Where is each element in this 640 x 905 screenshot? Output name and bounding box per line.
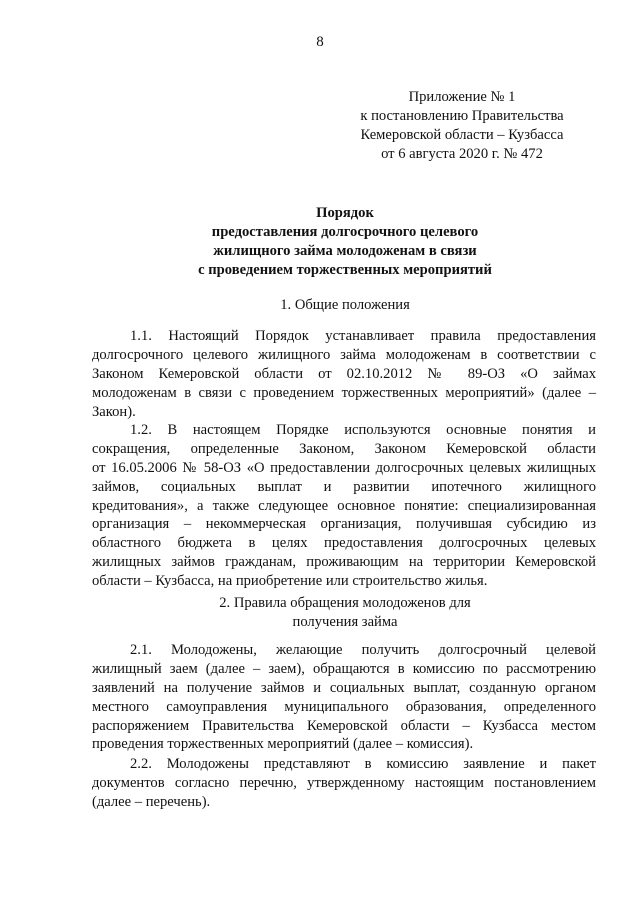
document-title [150,204,540,280]
appendix-line: к постановлению Правительства [360,108,564,124]
text-line: жилищных займов гражданам, проживающим на территории Кемеровской [92,554,596,571]
appendix-line: Кемеровской области – Кузбасса [360,127,564,143]
text-line: проведения торжественных мероприятий (далее – комиссия). [92,736,474,753]
text-line: распоряжением Правительства Кемеровской области – Кузбасса местом [92,717,596,734]
text-line: жилищный заем (далее – заем), обращаются в комиссию по рассмотрению [92,660,596,677]
appendix-line: Приложение № 1 [408,89,516,105]
text-line: Законом Кемеровской области от 02.10.2012 № 89-ОЗ «О займах [92,365,596,382]
text-line: кредитования», а также следующее основное понятие: специализированная [92,497,596,514]
text-line: 1.1. Настоящий Порядок устанавливает правила предоставления [130,328,596,344]
title-line: с проведением торжественных мероприятий [198,262,492,278]
text-line: областного бюджета в целях предоставления долгосрочных целевых [92,535,596,552]
text-line: от 16.05.2006 № 58-ОЗ «О предоставлении долгосрочных целевых жилищных [92,459,596,476]
text-line: области – Кузбасса, на приобретение или строительство жилья. [92,573,488,590]
text-line: 2.1. Молодожены, желающие получить долгосрочный целевой [130,642,596,658]
title-line: жилищного займа молодоженам в связи [213,243,477,259]
text-line: (далее – перечень). [92,793,211,810]
text-line: 1.2. В настоящем Порядке используются основные понятия и [130,422,596,438]
text-line: Закон). [92,403,136,420]
paragraph-2-2 [92,755,596,812]
appendix-block [352,88,572,164]
text-line: документов согласно перечню, утвержденному настоящим постановлением [92,774,596,791]
title-line: предоставления долгосрочного целевого [211,224,479,240]
heading-line: 1. Общие положения [280,297,410,313]
text-line: долгосрочного целевого жилищного займа молодоженам в соответствии с [92,346,596,363]
text-line: организация – некоммерческая организация, получившая субсидию из [92,516,596,533]
appendix-line: от 6 августа 2020 г. № 472 [381,146,543,162]
paragraph-2-1 [92,641,596,754]
page-number: 8 [316,34,324,50]
section-1-heading [150,296,540,315]
section-2-heading [150,594,540,632]
text-line: молодоженам в связи с проведением торжественных мероприятий» (далее – [92,384,596,401]
heading-line: получения займа [292,614,398,630]
text-line: заявлений на получение займов и социальных выплат, созданную органом [92,679,596,696]
title-line: Порядок [316,205,374,221]
paragraph-1-2 [92,421,596,591]
text-line: местного самоуправления муниципального образования, определенного [92,698,596,715]
paragraph-1-1 [92,327,596,421]
text-line: 2.2. Молодожены представляют в комиссию заявление и пакет [130,756,596,772]
text-line: сокращения, определенные Законом, Законом Кемеровской области [92,440,596,457]
text-line: займов, социальных выплат и развитии ипотечного жилищного [92,478,596,495]
heading-line: 2. Правила обращения молодоженов для [219,595,471,611]
